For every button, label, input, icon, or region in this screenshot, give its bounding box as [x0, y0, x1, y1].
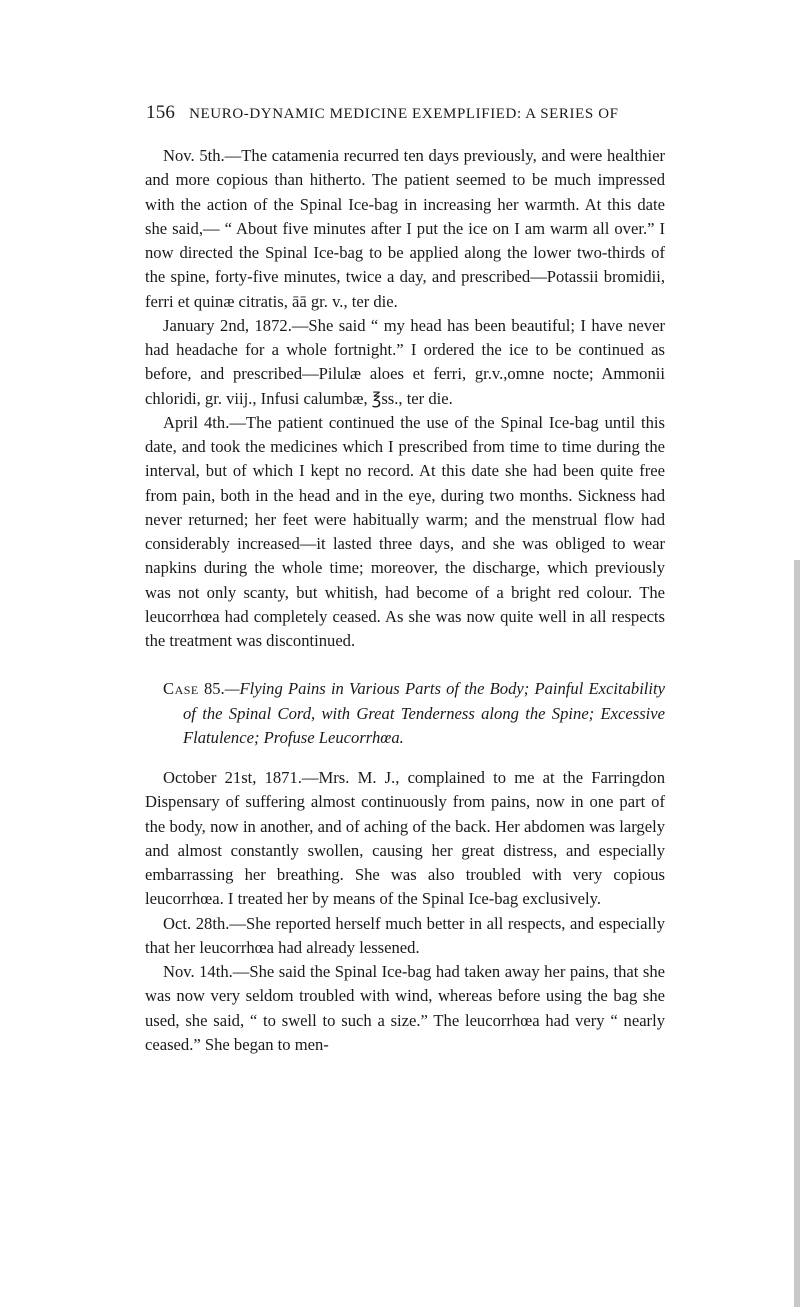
page-number: 156	[146, 102, 176, 123]
paragraph-oct-28th: Oct. 28th.—She reported herself much better in all respects, and especially that her leucorrhœa had already lessened.	[145, 913, 665, 957]
paragraph-nov-14th: Nov. 14th.—She said the Spinal Ice-bag had taken away her pains, that she was now very seldom troubled with wind, whereas before using the bag she used, she said, “ to swell to such a size.” The leucorrhœa had very “ nearly ceased.” She began to men-	[145, 962, 665, 1054]
paragraph-october-21st: October 21st, 1871.—Mrs. M. J., complained to me at the Farringdon Dispensary of suffering almost continuously from pains, now in one part of the body, now in another, and of aching of the back. Her abdomen was largely and almost constantly swollen, causing her great distress, and especially embarrassing her breathing. She was also troubled with very copious leucorrhœa. I treated her by means of the Spinal Ice-bag exclusively.	[145, 768, 665, 909]
paragraph-january-2nd: January 2nd, 1872.—She said “ my head has been beautiful; I have never had headache for a whole fortnight.” I ordered the ice to be continued as before, and prescribed—Pilulæ aloes et ferri, gr.v.,omne nocte; Ammonii chloridi, gr. viij., Infusi calumbæ, ℥ss., ter die.	[145, 315, 665, 408]
page-body	[145, 144, 665, 1057]
running-title: NEURO-DYNAMIC MEDICINE EXEMPLIFIED: A SERIES OF	[189, 106, 619, 122]
case-number: 85.	[203, 679, 225, 699]
case-label: Case	[163, 679, 199, 699]
paragraph-nov-5th: Nov. 5th.—The catamenia recurred ten days previously, and were healthier and more copious than hitherto. The patient seemed to be much impressed with the action of the Spinal Ice-bag in increasing her warmth. At this date she said,— “ About five minutes after I put the ice on I am warm all over.” I now directed the Spinal Ice-bag to be applied along the lower two-thirds of the spine, forty-five minutes, twice a day, and prescribed—Potassii bromidii, ferri et quinæ citratis, āā gr. v., ter die.	[145, 146, 665, 311]
case-heading	[145, 677, 665, 750]
page-edge-shadow	[794, 560, 800, 1307]
case-title: —Flying Pains in Various Parts of the Body; Painful Excitability of the Spinal Cord, with Great Tenderness along the Spine; Excessive Flatulence; Profuse Leucorrhœa.	[183, 679, 665, 747]
paragraph-april-4th: April 4th.—The patient continued the use of the Spinal Ice-bag until this date, and took the medicines which I prescribed from time to time during the interval, but of which I kept no record. At this date she had been quite free from pain, both in the head and in the eye, during two months. Sickness had never returned; her feet were habitually warm; and the menstrual flow had considerably increased—it lasted three days, and she was obliged to wear napkins during the whole time; moreover, the discharge, which previously was not only scanty, but whitish, had become of a bright red colour. The leucorrhœa had completely ceased. As she was now quite well in all respects the treatment was discontinued.	[145, 412, 665, 650]
running-head	[146, 102, 619, 124]
